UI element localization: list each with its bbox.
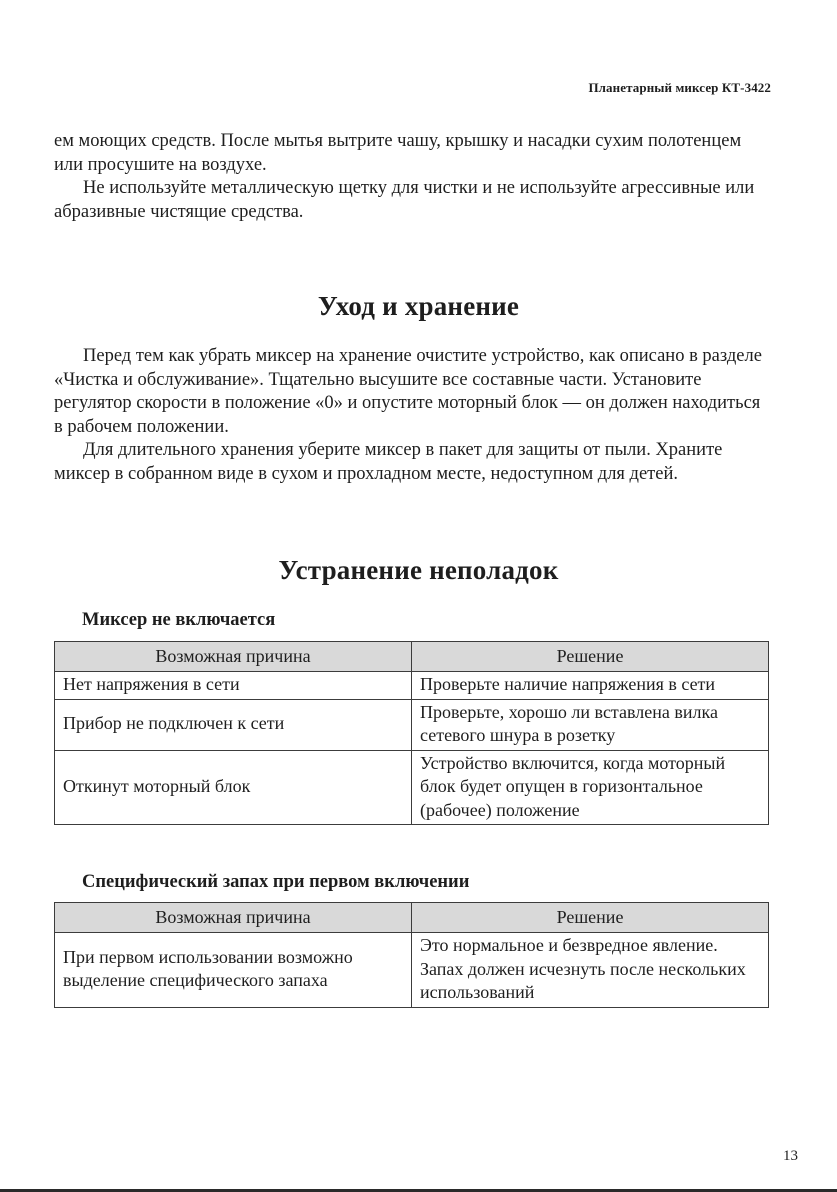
column-header-cause: Возможная причина [55, 642, 412, 672]
section-heading-odor: Специфический запах при первом включении [82, 872, 470, 892]
section-heading-no-power: Миксер не включается [82, 610, 276, 630]
troubleshooting-table-no-power [54, 641, 769, 825]
table-header-row [55, 642, 769, 672]
running-header: Планетарный миксер КТ-3422 [588, 80, 771, 95]
table-row [55, 699, 769, 750]
troubleshooting-heading: Устранение неполадок [278, 555, 559, 585]
column-header-cause: Возможная причина [55, 903, 412, 933]
troubleshooting-table-odor [54, 902, 769, 1008]
cause-cell: Нет напряжения в сети [55, 672, 412, 700]
column-header-solution: Решение [412, 903, 769, 933]
care-paragraph-1: Перед тем как убрать миксер на хранение очистите устройство, как описано в разделе «Чистка и обслуживание». Тщательно высушите все составные части. Установите регулятор скорости в положение «0» и опустите моторный блок — он должен находиться в рабочем положении. [54, 346, 762, 437]
column-header-solution: Решение [412, 642, 769, 672]
cause-cell: Прибор не подключен к сети [55, 699, 412, 750]
table-row [55, 933, 769, 1008]
solution-cell: Это нормальное и безвредное явление. Запах должен исчезнуть после нескольких использований [412, 933, 769, 1008]
table-row [55, 672, 769, 700]
intro-text [54, 130, 772, 224]
solution-cell: Проверьте наличие напряжения в сети [412, 672, 769, 700]
care-heading: Уход и хранение [317, 291, 520, 321]
intro-paragraph-2: Не используйте металлическую щетку для чистки и не используйте агрессивные или абразивные чистящие средства. [54, 178, 755, 222]
cause-cell: Откинут моторный блок [55, 750, 412, 825]
table-row [55, 750, 769, 825]
care-text [54, 345, 772, 486]
page-number: 13 [783, 1148, 798, 1164]
cause-cell: При первом использовании возможно выделение специфического запаха [55, 933, 412, 1008]
solution-cell: Устройство включится, когда моторный блок будет опущен в горизонтальное (рабочее) положение [412, 750, 769, 825]
care-paragraph-2: Для длительного хранения уберите миксер в пакет для защиты от пыли. Храните миксер в собранном виде в сухом и прохладном месте, недоступном для детей. [54, 440, 723, 484]
table-header-row [55, 903, 769, 933]
intro-paragraph-1: ем моющих средств. После мытья вытрите чашу, крышку и насадки сухим полотенцем или просушите на воздухе. [54, 131, 742, 175]
solution-cell: Проверьте, хорошо ли вставлена вилка сетевого шнура в розетку [412, 699, 769, 750]
